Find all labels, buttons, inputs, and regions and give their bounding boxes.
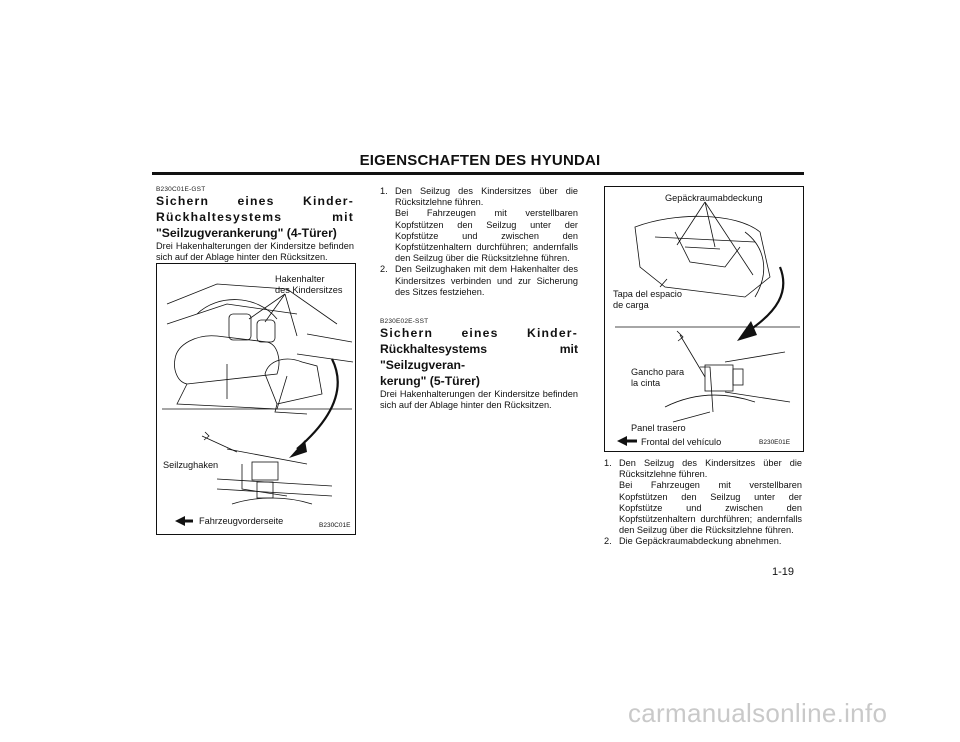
- header-rule: [152, 172, 804, 175]
- step-item: 1. Den Seilzug des Kindersitzes über die Rücksitzlehne führen. Bei Fahrzeugen mit verstellbaren Kopfstützen den Seilzug unter der Kopfstütze und zwischen den Kopfstützenhaltern durchführen; andernfalls den Seilzug über die Rücksitzlehne führen.: [604, 458, 802, 536]
- page-header-title: EIGENSCHAFTEN DES HYUNDAI: [359, 152, 601, 169]
- step-item: 2. Den Seilzughaken mit dem Hakenhalter des Kindersitzes verbinden und zur Sicherung des Sitzes festziehen.: [380, 264, 578, 297]
- arrow-head: [289, 440, 307, 458]
- section-code: B230E02E-SST: [380, 318, 429, 326]
- steps-4door: [380, 186, 578, 298]
- section-code: B230C01E-GST: [156, 186, 206, 193]
- label-cargo-cover-es: Tapa del espacio de carga: [613, 289, 682, 310]
- label-vehicle-front: Fahrzeugvorderseite: [199, 516, 284, 526]
- watermark: carmanualsonline.info: [628, 698, 888, 728]
- arrow-head: [737, 321, 757, 341]
- section-4door: [156, 186, 354, 264]
- figure-5door-anchor: [604, 186, 804, 452]
- front-arrow-icon: [617, 436, 627, 446]
- figure-code: B230E01E: [759, 439, 791, 446]
- label-strap-hook: Gancho para la cinta: [631, 367, 685, 388]
- seat-anchor-illustration: [157, 264, 355, 534]
- figure-4door-anchor: [156, 263, 356, 535]
- label-hook: Seilzughaken: [163, 460, 219, 470]
- section-body: Drei Hakenhalterungen der Kindersitze befinden sich auf der Ablage hinter den Rücksitzen.: [380, 389, 578, 411]
- label-hook-holder: Hakenhalter des Kindersitzes: [275, 274, 343, 295]
- section-title: Sichern eines Kinder- Rückhaltesystems mit "Seilzugveran- kerung" (5-Türer): [380, 326, 578, 389]
- column-right: [604, 458, 802, 548]
- steps-5door: [604, 458, 802, 548]
- column-middle: [380, 186, 578, 412]
- step-item: 1. Den Seilzug des Kindersitzes über die Rücksitzlehne führen. Bei Fahrzeugen mit verstellbaren Kopfstützen den Seilzug unter der Kopfstütze und zwischen den Kopfstützenhaltern durchführen; andernfalls den Seilzug über die Rücksitzlehne führen.: [380, 186, 578, 264]
- page-number: 1-19: [772, 566, 795, 578]
- label-vehicle-front: Frontal del vehículo: [641, 437, 722, 447]
- step-item: 2. Die Gepäckraumabdeckung abnehmen.: [604, 536, 782, 547]
- label-rear-panel: Panel trasero: [631, 423, 686, 433]
- front-arrow-icon: [175, 516, 185, 526]
- section-body: Drei Hakenhalterungen der Kindersitze befinden sich auf der Ablage hinter den Rücksitzen.: [156, 241, 354, 263]
- section-title: Sichern eines Kinder- Rückhaltesystems mit "Seilzugverankerung" (4-Türer): [156, 194, 354, 240]
- figure-code: B230C01E: [319, 522, 351, 529]
- label-cargo-cover: Gepäckraumabdeckung: [665, 193, 763, 203]
- cargo-anchor-illustration: [605, 187, 803, 451]
